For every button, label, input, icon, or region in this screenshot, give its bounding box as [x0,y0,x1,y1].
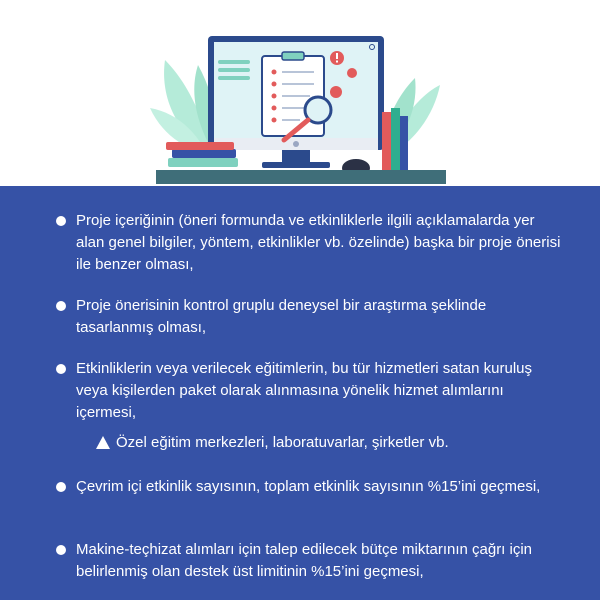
sub-list-item-text: Özel eğitim merkezleri, laboratuvarlar, şirketler vb. [116,434,449,451]
bullet-dot-icon [56,545,66,555]
illustration [0,0,600,186]
list-item [56,358,566,424]
list-item-text: Makine-teçhizat alımları için talep edilecek bütçe miktarının çağrı için belirlenmiş olan destek üst limitinin %15’ini geçmesi, [76,541,533,580]
list-item-text: Proje içeriğinin (öneri formunda ve etkinliklerle ilgili açıklamalarda yer alan genel bilgiler, yöntem, etkinlikler vb. özelinde) başka bir proje önerisi ile benzer olması, [76,212,561,273]
bullet-dot-icon [56,364,66,374]
list-item [56,210,566,276]
sub-list-item [96,432,556,454]
exclamation-bubble-icon [330,51,344,65]
bullet-dot-icon [56,482,66,492]
list-item [56,539,566,583]
list-item-text: Proje önerisinin kontrol gruplu deneysel bir araştırma şeklinde tasarlanmış olması, [76,297,487,336]
list-item [56,476,566,498]
bullet-dot-icon [56,216,66,226]
triangle-bullet-icon [96,436,110,449]
list-item-text: Çevrim içi etkinlik sayısının, toplam etkinlik sayısının %15’ini geçmesi, [76,478,541,495]
text-panel [0,186,600,600]
list-item [56,295,566,339]
bullet-dot-icon [56,301,66,311]
list-item-text: Etkinliklerin veya verilecek eğitimlerin, bu tür hizmetleri satan kuruluş veya kişilerden paket olarak alınmasına yönelik hizmet alımlarını içermesi, [76,360,533,421]
